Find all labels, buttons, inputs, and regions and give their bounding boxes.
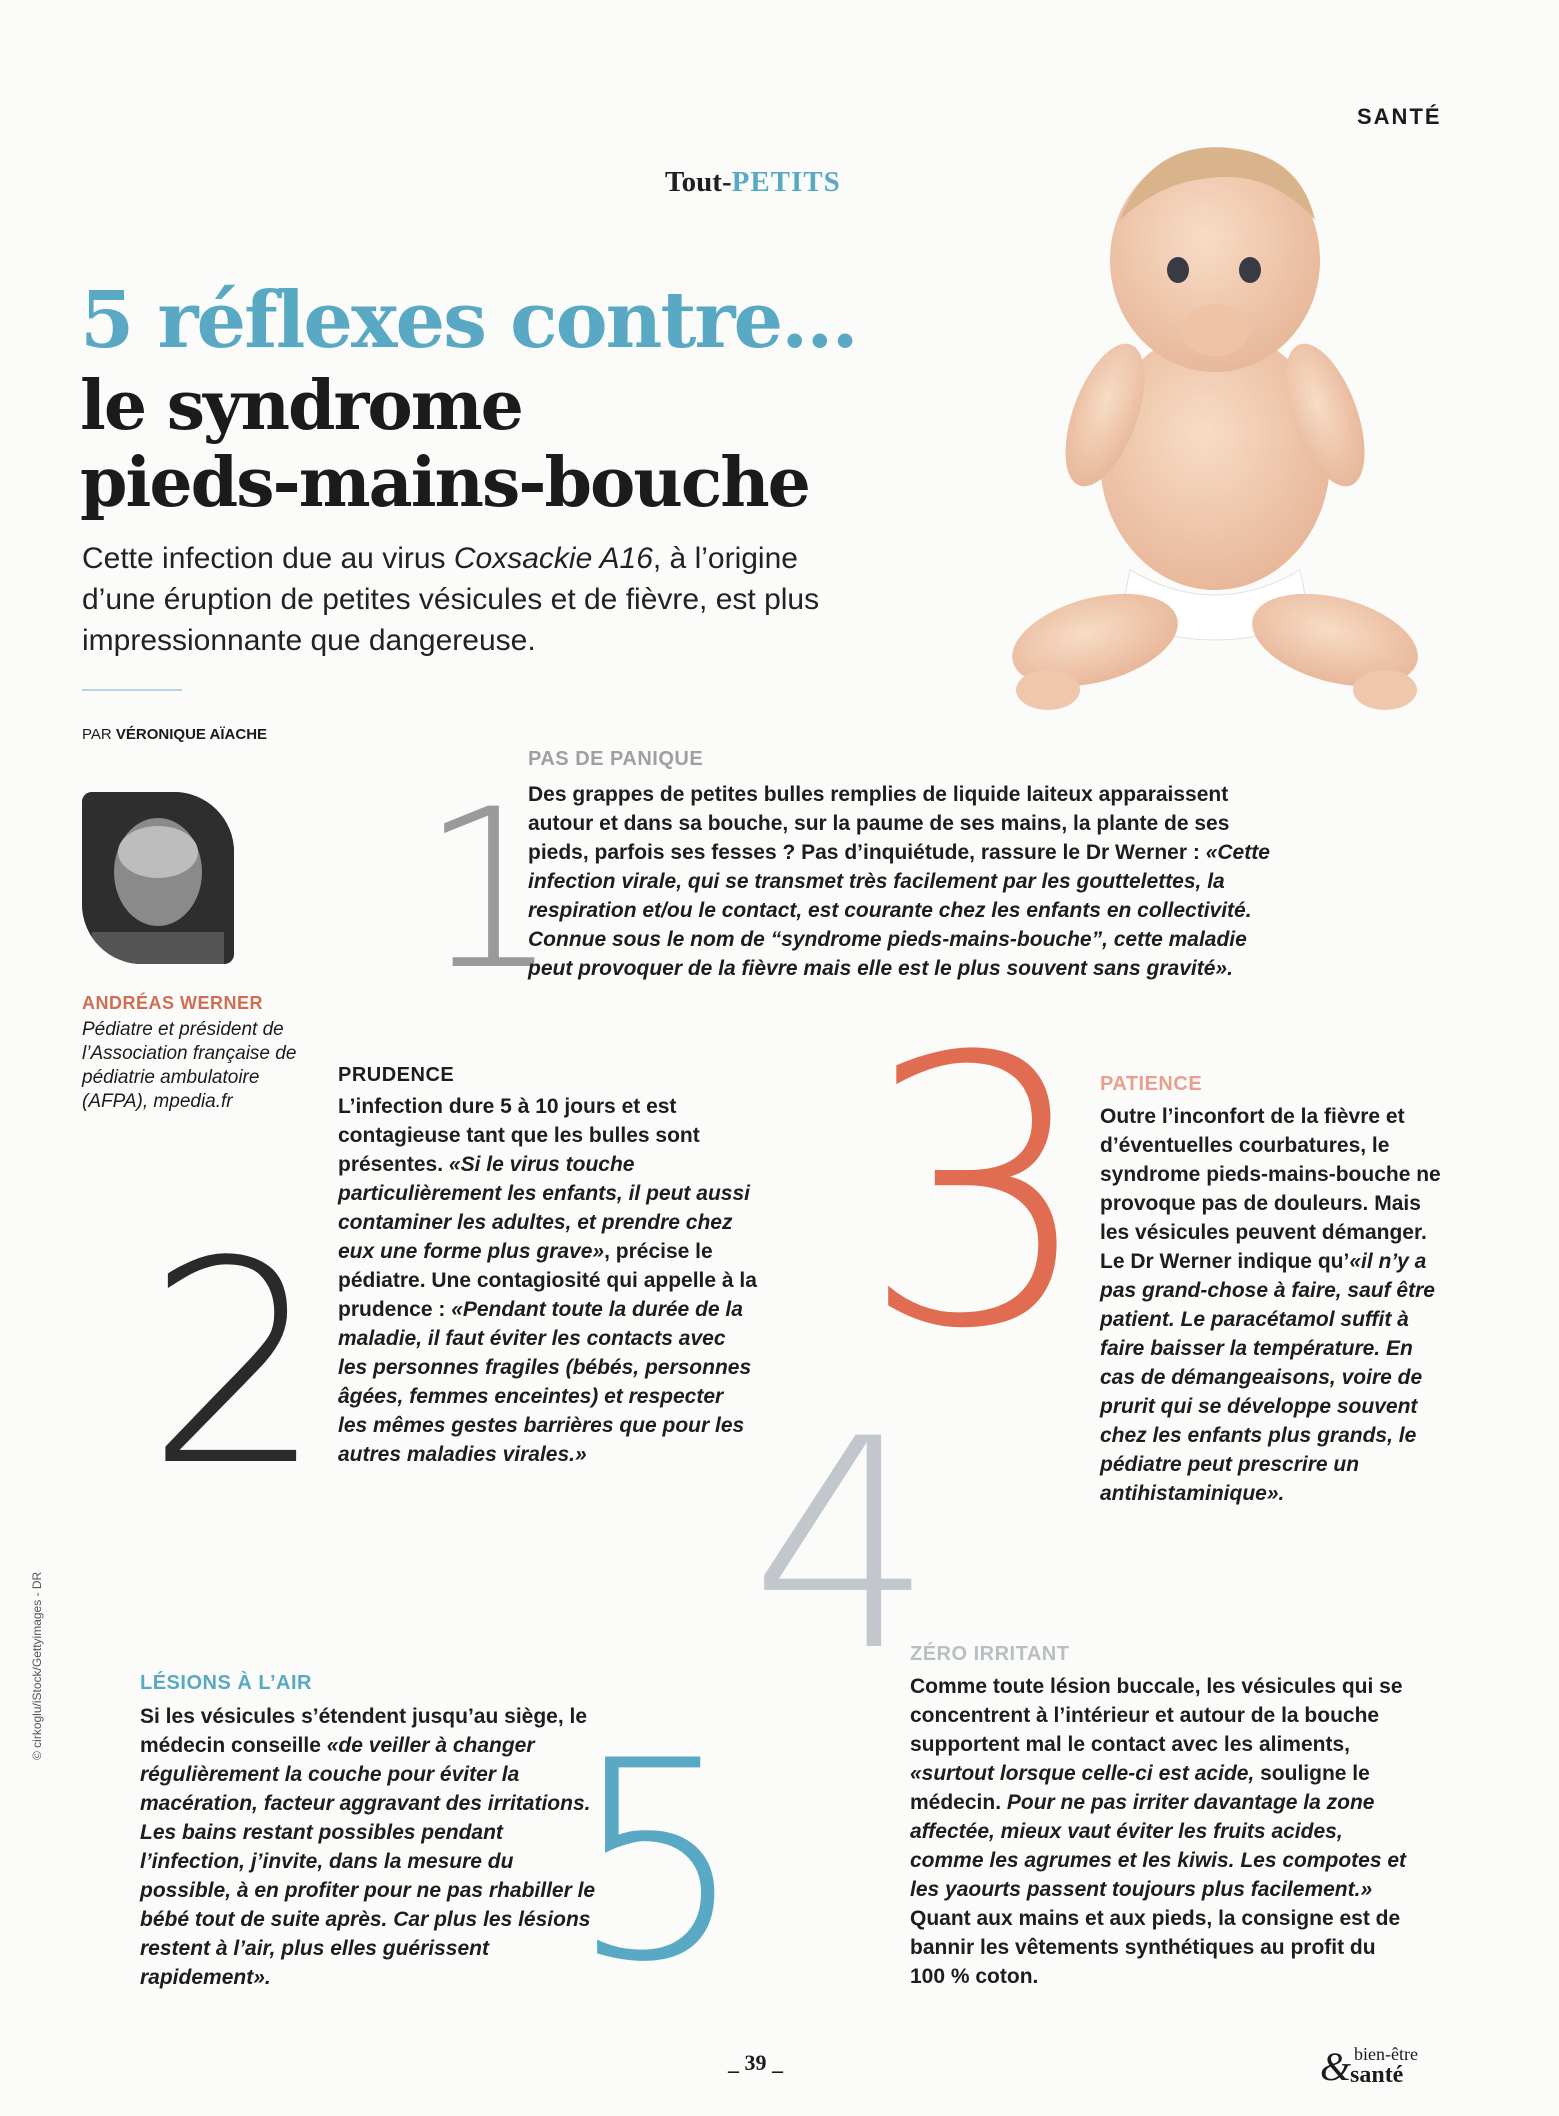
rubric: [665, 166, 841, 199]
tip-2-text: L’infection dure 5 à 10 jours et est contagieuse tant que les bulles sont présentes.: [338, 1095, 700, 1176]
tip-number-4: 4: [750, 1378, 935, 1715]
svg-text:santé: santé: [1350, 2062, 1404, 2088]
byline-author: VÉRONIQUE AÏACHE: [115, 726, 268, 743]
tip-4-text: Comme toute lésion buccale, les vésicules qui se concentrent à l’intérieur et autour de la bouche supportent mal le contact avec les aliments,: [910, 1675, 1403, 1756]
tip-2-quote-2: «Pendant toute la durée de la maladie, il faut éviter les contacts avec les personnes fragiles (bébés, personnes âgées, femmes enceintes) et respecter les mêmes gestes barrières que pour les autres maladies virales.»: [338, 1298, 752, 1466]
tip-2-quote: «Si le virus touche particulièrement les enfants, il peut aussi contaminer les adultes, et prendre chez eux une forme plus grave»: [338, 1153, 750, 1263]
byline-prefix: PAR: [82, 726, 116, 743]
tip-4-quote: «surtout lorsque celle-ci est acide,: [910, 1762, 1255, 1785]
tip-5-text: Si les vésicules s’étendent jusqu’au siège, le médecin conseille: [140, 1705, 588, 1757]
tip-3-text: Outre l’inconfort de la fièvre et d’éventuelles courbatures, le syndrome pieds-mains-bouche ne provoque pas de douleurs. Mais les vésicules peuvent démanger. Le Dr Werner indique qu’: [1100, 1105, 1441, 1273]
tip-4-body: [910, 1672, 1410, 1991]
photo-credit: © cirkoglu/iStock/Gettyimages - DR: [30, 1571, 44, 1760]
tip-1-body: [528, 780, 1288, 983]
lead-virus: Coxsackie A16: [453, 542, 653, 575]
portrait-image: [82, 792, 234, 964]
page-number: _ 39 _: [728, 2050, 783, 2075]
tip-1-quote: «Cette infection virale, qui se transmet très facilement par les gouttelettes, la respiration et/ou le contact, est courante chez les enfants en collectivité. Connue sous le nom de “syndrome pieds-mains-bouche”, cette maladie peut provoquer de la fièvre mais elle est le plus souvent sans gravité».: [528, 841, 1270, 980]
rubric-part1: Tout-: [665, 166, 732, 198]
tip-2-body: [338, 1092, 758, 1469]
expert-portrait: [82, 792, 234, 964]
lead-after: , à l’origine d’une éruption de petites vésicules et de fièvre, est plus impressionnante que dangereuse.: [82, 542, 820, 657]
tip-number-1: 1: [420, 762, 560, 1018]
tip-1-text: Des grappes de petites bulles remplies de liquide laiteux apparaissent autour et dans sa bouche, sur la paume de ses mains, la plante de ses pieds, parfois ses fesses ? Pas d’inquiétude, rassure le Dr Werner :: [528, 783, 1230, 864]
lead-before: Cette infection due au virus: [82, 542, 454, 575]
tip-5-body: [140, 1702, 600, 1992]
tip-3-body: [1100, 1102, 1450, 1508]
tip-4-heading: ZÉRO IRRITANT: [910, 1643, 1070, 1665]
tip-number-5: 5: [570, 1702, 745, 2022]
tip-4-text-3: Quant aux mains et aux pieds, la consigne est de bannir les vêtements synthétiques au profit du 100 % coton.: [910, 1907, 1401, 1988]
tip-number-2: 2: [146, 1202, 325, 1528]
tip-2-heading: PRUDENCE: [338, 1064, 455, 1086]
tip-number-3: 3: [860, 980, 1096, 1410]
tip-4-quote-2: Pour ne pas irriter davantage la zone affectée, mieux vaut éviter les fruits acides, comme les agrumes et les kiwis. Les compotes et les yaourts passent toujours plus facilement.»: [910, 1791, 1407, 1901]
tip-3-heading: PATIENCE: [1100, 1073, 1203, 1095]
tip-1-heading: PAS DE PANIQUE: [528, 748, 704, 770]
svg-text:bien-être: bien-être: [1354, 2044, 1418, 2064]
section-tag: SANTÉ: [1357, 104, 1442, 129]
lead-paragraph: [82, 538, 842, 661]
tip-5-quote: «de veiller à changer régulièrement la couche pour éviter la macération, facteur aggravant des irritations. Les bains restant possibles pendant l’infection, j’invite, dans la mesure du possible, à en profiter pour ne pas rhabiller le bébé tout de suite après. Car plus les lésions restent à l’air, plus elles guérissent rapidement».: [140, 1734, 596, 1989]
tip-3-quote: «il n’y a pas grand-chose à faire, sauf être patient. Le paracétamol suffit à faire baisser la température. En cas de démangeaisons, voire de prurit qui se développe souvent chez les enfants plus grands, le pédiatre peut prescrire un antihistaminique».: [1100, 1250, 1435, 1505]
title-line-1: 5 réflexes contre...: [80, 275, 857, 366]
byline: [82, 726, 267, 743]
expert-role: Pédiatre et président de l’Association française de pédiatrie ambulatoire (AFPA), mpedia.fr: [82, 1019, 297, 1112]
baby-photo: [1000, 100, 1450, 740]
magazine-logo: [1314, 2040, 1434, 2088]
title-line-2: le syndrome: [80, 366, 522, 446]
tip-5-heading: LÉSIONS À L’AIR: [140, 1672, 312, 1694]
tip-4-text-2: souligne le médecin.: [910, 1762, 1370, 1814]
title-line-3: pieds-mains-bouche: [80, 443, 809, 523]
svg-text:&: &: [1320, 2044, 1352, 2088]
lead-divider: [82, 689, 182, 691]
expert-name: ANDRÉAS WERNER: [82, 993, 264, 1013]
tip-2-text-2: , précise le pédiatre. Une contagiosité qui appelle à la prudence :: [338, 1240, 757, 1321]
rubric-part2: PETITS: [731, 166, 841, 198]
